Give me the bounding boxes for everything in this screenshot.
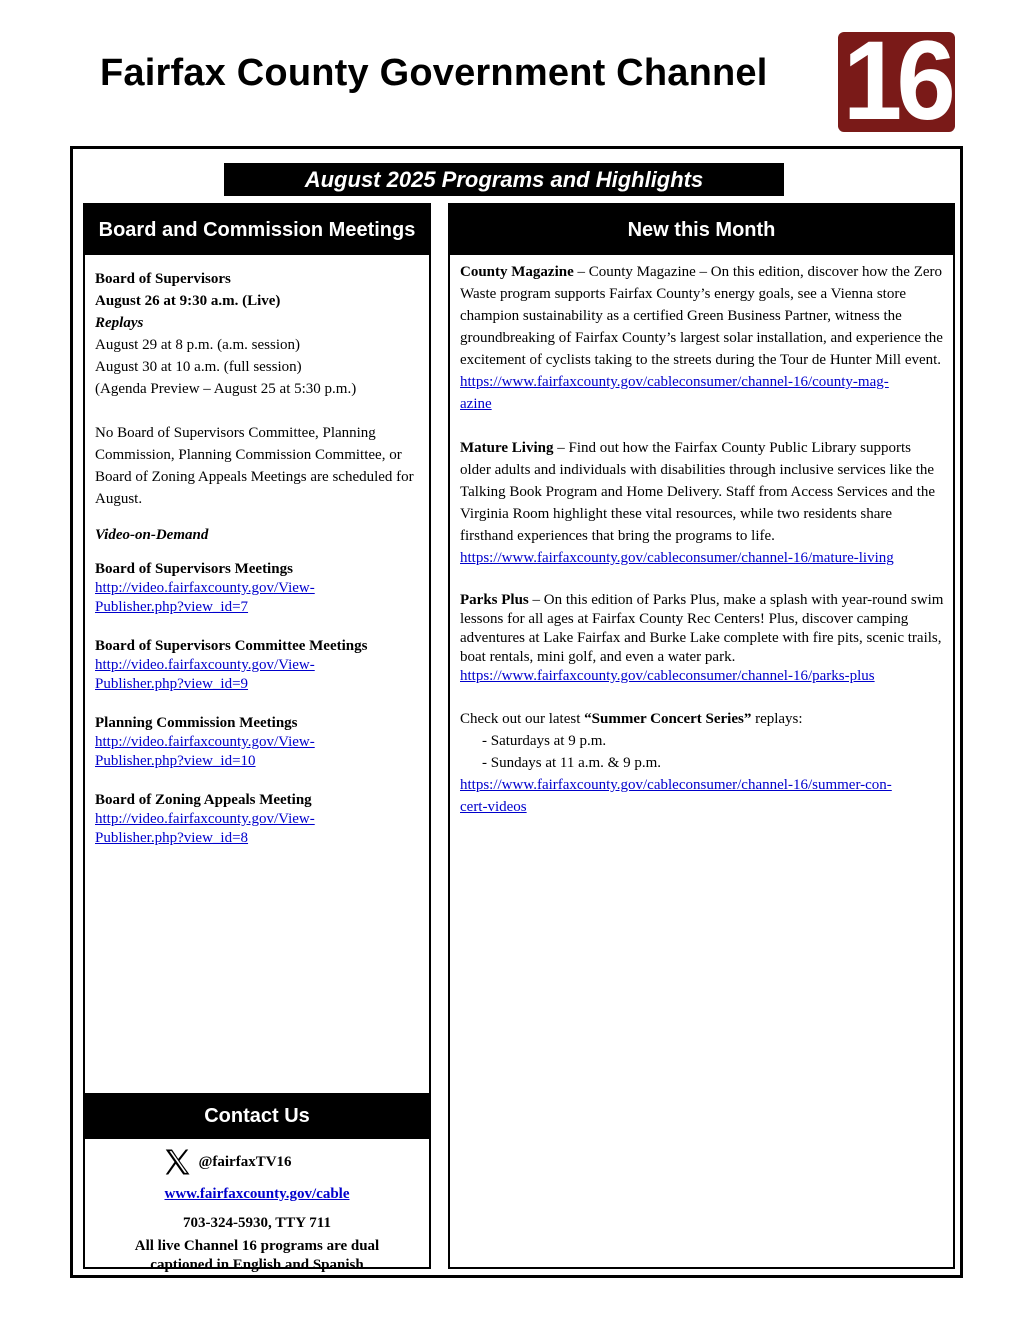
concert-time-2: - Sundays at 11 a.m. & 9 p.m. <box>482 755 662 771</box>
channel-16-logo <box>838 18 955 143</box>
month-banner: August 2025 Programs and Highlights <box>224 163 784 196</box>
contact-heading: Contact Us <box>85 1093 429 1139</box>
twitter-handle[interactable]: @fairfaxTV16 <box>198 1153 292 1170</box>
logo-text: 16 <box>843 18 950 143</box>
meetings-body <box>95 268 421 848</box>
bos-live: August 26 at 9:30 a.m. (Live) <box>95 293 281 309</box>
parks-plus-title: Parks Plus <box>460 592 529 608</box>
new-this-month-heading: New this Month <box>450 205 953 255</box>
vod-title: Planning Commission Meetings <box>95 715 298 731</box>
vod-link-zoning[interactable]: http://video.fairfaxcounty.gov/View- Publisher.php?view_id=8 <box>95 811 315 846</box>
county-magazine-entry <box>460 261 945 415</box>
new-this-month-body <box>460 261 945 818</box>
concert-series-link[interactable]: https://www.fairfaxcounty.gov/cableconsumer/channel-16/summer-con- cert-videos <box>460 777 892 815</box>
replay-2: August 30 at 10 a.m. (full session) <box>95 359 302 375</box>
replays-label: Replays <box>95 315 144 331</box>
vod-link-bos[interactable]: http://video.fairfaxcounty.gov/View- Publisher.php?view_id=7 <box>95 580 315 615</box>
mature-living-text: – Find out how the Fairfax County Public Library supports older adults and individuals with disabilities through inclusive services like the Talking Book Program and Home Delivery. Staff from Access Services and the Virginia Room highlight these vital resources, while two residents share firsthand experiences that bring the programs to life. <box>460 440 936 544</box>
meetings-heading: Board and Commission Meetings <box>85 205 429 255</box>
county-magazine-text: – County Magazine – On this edition, discover how the Zero Waste program supports Fairfax County’s energy goals, see a Vienna store champion sustainability as a certified Green Business Partner, witness the groundbreaking of Fairfax County’s largest solar installation, and experience the excitement of cyclists taking to the streets during the Tour de Hunter Mill event. <box>460 264 943 368</box>
bos-title: Board of Supervisors <box>95 271 231 287</box>
meetings-column <box>83 203 431 1273</box>
county-magazine-title: County Magazine <box>460 264 574 280</box>
vod-item-bos-committee <box>95 637 421 694</box>
vod-item-zoning <box>95 791 421 848</box>
no-meetings-note: No Board of Supervisors Committee, Planning Commission, Planning Commission Committee, or Board of Zoning Appeals Meetings are scheduled for August. <box>95 425 414 507</box>
agenda-preview: (Agenda Preview – August 25 at 5:30 p.m.) <box>95 381 357 397</box>
mature-living-title: Mature Living <box>460 440 554 456</box>
mature-living-link[interactable]: https://www.fairfaxcounty.gov/cableconsumer/channel-16/mature-living <box>460 550 894 566</box>
county-magazine-link[interactable]: https://www.fairfaxcounty.gov/cableconsumer/channel-16/county-mag- azine <box>460 374 889 412</box>
x-logo-icon[interactable] <box>162 1147 192 1177</box>
vod-link-bos-committee[interactable]: http://video.fairfaxcounty.gov/View- Publisher.php?view_id=9 <box>95 657 315 692</box>
contact-section <box>85 1145 429 1275</box>
concert-time-1: - Saturdays at 9 p.m. <box>482 733 607 749</box>
new-this-month-column <box>448 203 955 1269</box>
phone: 703-324-5930, TTY 711 <box>183 1215 331 1231</box>
captions-note: All live Channel 16 programs are dual captioned in English and Spanish <box>134 1238 380 1273</box>
page-title: Fairfax County Government Channel <box>100 52 768 94</box>
parks-plus-entry <box>460 591 945 686</box>
vod-title: Board of Supervisors Committee Meetings <box>95 638 368 654</box>
website-link[interactable]: www.fairfaxcounty.gov/cable <box>164 1186 350 1202</box>
vod-link-planning[interactable]: http://video.fairfaxcounty.gov/View- Publisher.php?view_id=10 <box>95 734 315 769</box>
vod-item-bos <box>95 560 421 617</box>
vod-title: Board of Zoning Appeals Meeting <box>95 792 312 808</box>
vod-title: Board of Supervisors Meetings <box>95 561 293 577</box>
vod-item-planning <box>95 714 421 771</box>
parks-plus-text: – On this edition of Parks Plus, make a splash with year-round swim lessons for all ages at Fairfax County Rec Centers! Plus, discover camping adventures at Lake Fairfax and Burke Lake complete with fire pits, scenic trails, boat rentals, mini golf, and even a water park. <box>460 592 944 665</box>
concert-series-entry: Check out our latest “Summer Concert Series” replays: - Saturdays at 9 p.m. - Sundays at 11 a.m. & 9 p.m. https://www.fairfaxcounty.gov/cableconsumer/channel-16/summer-con- cert-videos <box>460 708 945 818</box>
parks-plus-link[interactable]: https://www.fairfaxcounty.gov/cableconsumer/channel-16/parks-plus <box>460 668 875 684</box>
mature-living-entry <box>460 437 945 569</box>
replay-1: August 29 at 8 p.m. (a.m. session) <box>95 337 300 353</box>
vod-label: Video-on-Demand <box>95 527 209 543</box>
concert-series-title: “Summer Concert Series” <box>584 711 752 727</box>
